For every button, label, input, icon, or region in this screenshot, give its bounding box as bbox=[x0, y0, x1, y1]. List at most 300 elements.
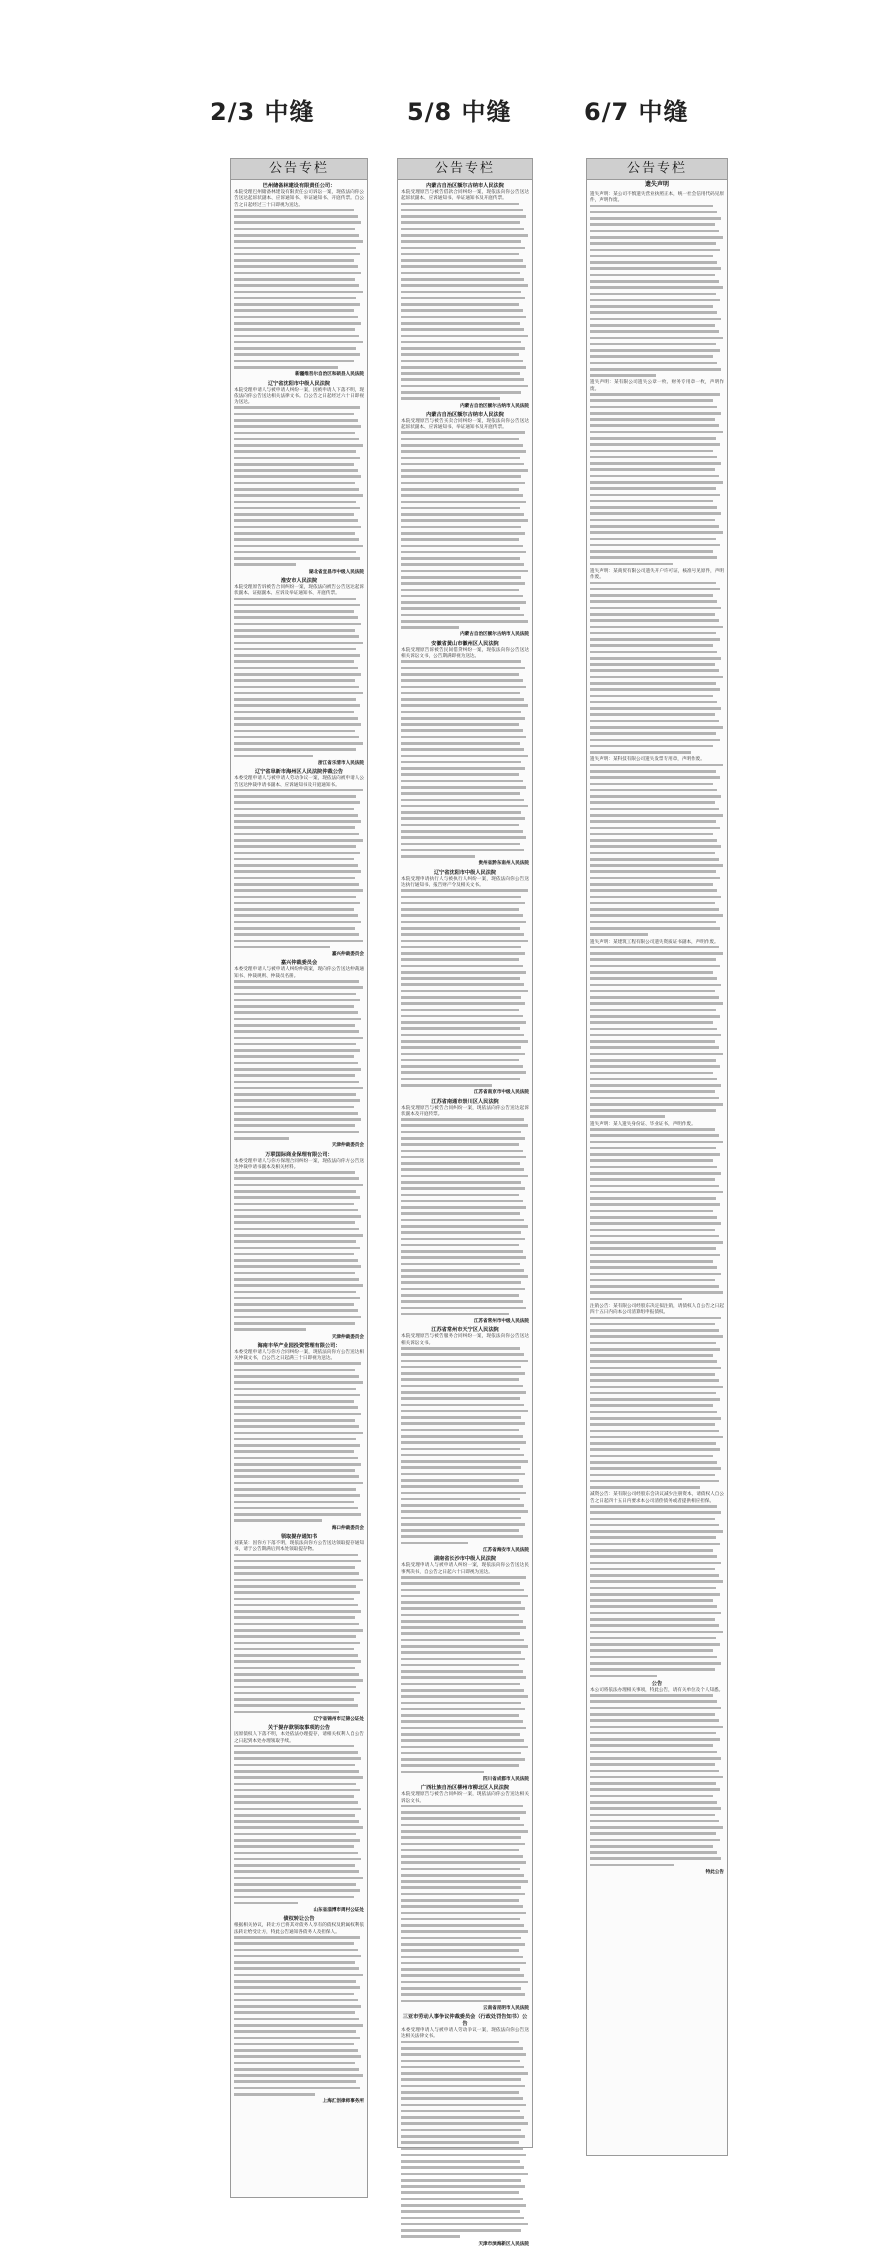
notice-signature: 江苏省常州市中级人民法院 bbox=[473, 1319, 529, 1325]
text-line bbox=[234, 450, 356, 453]
notice-item bbox=[401, 1327, 529, 1554]
text-line bbox=[590, 1379, 719, 1382]
text-line bbox=[234, 1704, 358, 1707]
text-line bbox=[401, 626, 459, 629]
text-line bbox=[401, 1874, 524, 1877]
text-line bbox=[234, 1585, 356, 1588]
text-line bbox=[590, 1694, 713, 1697]
notice-text-block bbox=[590, 1505, 724, 1677]
text-line bbox=[590, 1348, 720, 1351]
text-line bbox=[590, 1367, 721, 1370]
text-line bbox=[234, 1055, 354, 1058]
notice-signature: 嘉兴仲裁委员会 bbox=[331, 952, 364, 958]
text-line bbox=[234, 1118, 361, 1121]
text-line bbox=[401, 1372, 525, 1375]
text-line bbox=[401, 450, 526, 453]
text-line bbox=[590, 1034, 721, 1037]
text-line bbox=[590, 720, 719, 723]
text-line bbox=[590, 952, 723, 955]
text-line bbox=[590, 1053, 723, 1056]
text-line bbox=[401, 958, 519, 961]
text-line bbox=[401, 1429, 519, 1432]
text-line bbox=[401, 1676, 526, 1679]
text-line bbox=[234, 1432, 363, 1435]
text-line bbox=[590, 267, 721, 270]
text-line bbox=[590, 544, 720, 547]
text-line bbox=[234, 1259, 358, 1262]
text-line bbox=[234, 2080, 356, 2083]
text-line bbox=[234, 335, 359, 338]
text-line bbox=[234, 1438, 356, 1441]
text-line bbox=[234, 1852, 358, 1855]
text-line bbox=[234, 507, 360, 510]
text-line bbox=[234, 1203, 354, 1206]
text-line bbox=[401, 538, 519, 541]
notice-item bbox=[401, 1785, 529, 2012]
text-line bbox=[401, 1689, 524, 1692]
text-line bbox=[234, 1783, 356, 1786]
text-line bbox=[234, 1475, 359, 1478]
text-line bbox=[401, 921, 526, 924]
notice-item bbox=[234, 960, 364, 1149]
text-line bbox=[590, 399, 713, 402]
text-line bbox=[234, 545, 363, 548]
text-line bbox=[234, 1654, 358, 1657]
notice-body: 遗失声明：某人遗失身份证、毕业证书，声明作废。 bbox=[590, 1121, 696, 1127]
text-line bbox=[234, 1660, 361, 1663]
text-line bbox=[590, 990, 715, 993]
text-line bbox=[590, 1795, 713, 1798]
notice-body: 根据相关协议，转让方已将其对债务人享有的债权及附属权利依法转让给受让方，特此公告通知各债务人及担保人。 bbox=[234, 1923, 364, 1935]
text-line bbox=[590, 870, 716, 873]
text-line bbox=[590, 1285, 719, 1288]
notice-signature: 海口仲裁委员会 bbox=[331, 1525, 364, 1531]
text-line bbox=[590, 1662, 721, 1665]
text-line bbox=[401, 1632, 520, 1635]
text-line bbox=[590, 613, 715, 616]
text-line bbox=[234, 2037, 360, 2040]
text-line bbox=[234, 240, 363, 243]
text-line bbox=[590, 531, 723, 534]
text-line bbox=[401, 1200, 523, 1203]
text-line bbox=[590, 443, 720, 446]
text-line bbox=[234, 1579, 363, 1582]
text-line bbox=[590, 318, 721, 321]
text-line bbox=[401, 761, 521, 764]
text-line bbox=[590, 512, 721, 515]
text-line bbox=[401, 2179, 521, 2182]
text-line bbox=[401, 316, 526, 319]
text-line bbox=[590, 1210, 713, 1213]
text-line bbox=[234, 1711, 339, 1714]
text-line bbox=[401, 1504, 524, 1507]
text-line bbox=[590, 1562, 721, 1565]
text-line bbox=[590, 1298, 682, 1301]
text-line bbox=[401, 1708, 525, 1711]
notice-item bbox=[401, 412, 529, 639]
text-line bbox=[234, 532, 355, 535]
text-line bbox=[234, 648, 356, 651]
text-line bbox=[401, 1752, 521, 1755]
text-line bbox=[590, 682, 716, 685]
text-line bbox=[234, 858, 354, 861]
text-line bbox=[234, 927, 355, 930]
text-line bbox=[590, 242, 716, 245]
text-line bbox=[234, 1137, 289, 1140]
text-line bbox=[401, 488, 519, 491]
text-line bbox=[234, 1488, 356, 1491]
text-line bbox=[234, 711, 354, 714]
text-line bbox=[590, 1757, 721, 1760]
text-line bbox=[401, 1855, 523, 1858]
text-line bbox=[401, 1582, 520, 1585]
text-line bbox=[590, 795, 721, 798]
text-line bbox=[590, 305, 713, 308]
text-line bbox=[590, 839, 717, 842]
notice-item bbox=[401, 183, 529, 410]
text-line bbox=[590, 1574, 719, 1577]
text-line bbox=[234, 303, 360, 306]
text-line bbox=[590, 362, 717, 365]
text-line bbox=[401, 1868, 520, 1871]
text-line bbox=[590, 1046, 719, 1049]
text-line bbox=[234, 1018, 361, 1021]
text-line bbox=[234, 1413, 361, 1416]
notice-text-block bbox=[234, 1362, 364, 1522]
text-line bbox=[401, 1658, 525, 1661]
text-line bbox=[234, 2011, 355, 2014]
text-line bbox=[401, 1256, 526, 1259]
text-line bbox=[234, 1845, 354, 1848]
text-line bbox=[590, 1505, 717, 1508]
text-line bbox=[590, 864, 723, 867]
text-line bbox=[590, 1185, 719, 1188]
text-line bbox=[401, 1009, 519, 1012]
text-line bbox=[234, 1642, 360, 1645]
text-line bbox=[590, 462, 721, 465]
notice-body: 本院受理巴州储备林建设有限责任公司诉讼一案，现依法向你公告送达起诉状副本、应诉通知书、举证通知书、开庭传票。自公告之日起经过三十日即视为送达。 bbox=[234, 190, 364, 208]
notice-item bbox=[401, 870, 529, 1097]
text-line bbox=[234, 1400, 354, 1403]
notice-text-block bbox=[401, 2041, 529, 2238]
text-line bbox=[401, 952, 525, 955]
text-line bbox=[401, 469, 528, 472]
text-line bbox=[590, 236, 723, 239]
text-line bbox=[590, 311, 717, 314]
text-line bbox=[590, 1166, 717, 1169]
notice-body: 因原债权人下落不明，本处依法办理提存，请相关权利人自公告之日起到本处办理领取手续。 bbox=[234, 1732, 364, 1744]
text-line bbox=[234, 1623, 359, 1626]
text-line bbox=[401, 215, 526, 218]
text-line bbox=[234, 2024, 363, 2027]
text-line bbox=[234, 1247, 360, 1250]
text-line bbox=[590, 701, 717, 704]
text-line bbox=[234, 1864, 355, 1867]
notice-signature: 新疆维吾尔自治区和硕县人民法院 bbox=[295, 372, 364, 378]
text-line bbox=[234, 494, 363, 497]
text-line bbox=[590, 1009, 716, 1012]
text-line bbox=[590, 1474, 715, 1477]
text-line bbox=[590, 1857, 721, 1860]
text-line bbox=[590, 707, 721, 710]
text-line bbox=[401, 1949, 519, 1952]
text-line bbox=[234, 1112, 358, 1115]
text-line bbox=[401, 221, 520, 224]
text-line bbox=[590, 1580, 723, 1583]
text-line bbox=[234, 1955, 361, 1958]
text-line bbox=[401, 1861, 526, 1864]
notice-text-block bbox=[401, 431, 529, 628]
text-line bbox=[401, 748, 524, 751]
text-line bbox=[401, 1683, 520, 1686]
text-line bbox=[401, 1956, 523, 1959]
text-line bbox=[401, 1131, 521, 1134]
text-line bbox=[590, 1593, 720, 1596]
text-line bbox=[234, 1234, 363, 1237]
text-line bbox=[590, 600, 717, 603]
text-line bbox=[401, 755, 528, 758]
text-line bbox=[401, 855, 475, 858]
text-line bbox=[401, 2141, 519, 2144]
text-line bbox=[590, 1097, 719, 1100]
notice-item bbox=[234, 1916, 364, 2105]
text-line bbox=[234, 604, 360, 607]
text-line bbox=[401, 576, 521, 579]
notice-item bbox=[590, 1492, 724, 1677]
text-line bbox=[401, 620, 528, 623]
text-line bbox=[234, 814, 358, 817]
text-line bbox=[234, 482, 355, 485]
text-line bbox=[401, 1353, 524, 1356]
text-line bbox=[590, 1461, 717, 1464]
text-line bbox=[401, 1962, 526, 1965]
notice-item bbox=[401, 1556, 529, 1783]
text-line bbox=[401, 1281, 521, 1284]
text-line bbox=[234, 475, 361, 478]
text-line bbox=[401, 614, 524, 617]
text-line bbox=[401, 1175, 528, 1178]
notice-signature: 湖北省宜昌市中级人民法院 bbox=[308, 569, 364, 575]
text-line bbox=[401, 914, 523, 917]
text-line bbox=[401, 1473, 525, 1476]
text-line bbox=[234, 457, 360, 460]
text-line bbox=[590, 726, 723, 729]
text-line bbox=[234, 1667, 355, 1670]
text-line bbox=[401, 551, 526, 554]
text-line bbox=[234, 1745, 354, 1748]
notice-text-block bbox=[590, 946, 724, 1118]
text-line bbox=[234, 980, 359, 983]
text-line bbox=[234, 730, 355, 733]
text-line bbox=[401, 1360, 528, 1363]
text-line bbox=[234, 660, 354, 663]
notice-body: 本院受理原告与被告买卖合同纠纷一案，现依法向你公告送达起诉状副本、应诉通知书、举证通知书及开庭传票。 bbox=[401, 418, 529, 431]
text-line bbox=[590, 1360, 717, 1363]
text-line bbox=[401, 2160, 520, 2163]
text-line bbox=[234, 2005, 361, 2008]
text-line bbox=[590, 456, 717, 459]
notice-item bbox=[590, 940, 724, 1118]
text-line bbox=[234, 1554, 358, 1557]
text-line bbox=[234, 1764, 355, 1767]
text-line bbox=[401, 1492, 526, 1495]
text-line bbox=[234, 1896, 354, 1899]
text-line bbox=[590, 1744, 713, 1747]
text-line bbox=[234, 284, 359, 287]
text-line bbox=[401, 228, 524, 231]
text-line bbox=[401, 1614, 519, 1617]
text-line bbox=[590, 1675, 657, 1678]
notice-signature: 浙江省乐清市人民法院 bbox=[318, 760, 364, 766]
text-line bbox=[234, 1692, 360, 1695]
text-line bbox=[401, 723, 519, 726]
text-line bbox=[234, 993, 356, 996]
text-line bbox=[234, 1375, 359, 1378]
notice-signature: 天津仲裁委员会 bbox=[331, 1143, 364, 1149]
text-line bbox=[401, 328, 524, 331]
text-line bbox=[590, 588, 720, 591]
text-line bbox=[401, 457, 520, 460]
text-line bbox=[590, 1059, 716, 1062]
text-line bbox=[234, 1679, 363, 1682]
text-line bbox=[590, 626, 723, 629]
text-line bbox=[234, 316, 358, 319]
text-line bbox=[401, 475, 521, 478]
text-line bbox=[401, 990, 528, 993]
text-line bbox=[590, 1776, 723, 1779]
notice-signature: 云南省昆明市人民法院 bbox=[483, 2005, 529, 2011]
text-line bbox=[401, 209, 523, 212]
text-line bbox=[401, 463, 524, 466]
text-line bbox=[590, 1040, 715, 1043]
text-line bbox=[401, 698, 524, 701]
notice-item bbox=[234, 183, 364, 379]
text-line bbox=[401, 1720, 523, 1723]
text-line bbox=[590, 996, 719, 999]
text-line bbox=[234, 889, 363, 892]
notice-item bbox=[234, 1152, 364, 1341]
text-line bbox=[590, 1021, 713, 1024]
text-line bbox=[401, 1930, 528, 1933]
text-line bbox=[234, 425, 361, 428]
text-line bbox=[401, 507, 520, 510]
text-line bbox=[590, 1260, 713, 1263]
text-line bbox=[590, 739, 720, 742]
text-line bbox=[590, 958, 716, 961]
text-line bbox=[234, 801, 360, 804]
text-line bbox=[590, 1002, 723, 1005]
text-line bbox=[401, 1034, 524, 1037]
text-line bbox=[401, 532, 525, 535]
notice-item bbox=[234, 1534, 364, 1723]
text-line bbox=[401, 1435, 523, 1438]
text-line bbox=[234, 921, 361, 924]
text-line bbox=[590, 286, 723, 289]
text-line bbox=[234, 501, 356, 504]
text-line bbox=[401, 1664, 519, 1667]
text-line bbox=[590, 437, 716, 440]
text-line bbox=[401, 673, 519, 676]
notice-text-block bbox=[401, 660, 529, 857]
text-line bbox=[234, 322, 361, 325]
text-line bbox=[590, 293, 716, 296]
text-line bbox=[401, 799, 524, 802]
text-line bbox=[401, 792, 520, 795]
text-line bbox=[401, 843, 520, 846]
text-line bbox=[401, 1746, 528, 1749]
text-line bbox=[401, 259, 523, 262]
notice-item bbox=[590, 380, 724, 565]
text-line bbox=[234, 1604, 358, 1607]
text-line bbox=[590, 1530, 723, 1533]
text-line bbox=[590, 1015, 720, 1018]
text-line bbox=[401, 2217, 524, 2220]
text-line bbox=[401, 545, 523, 548]
text-line bbox=[590, 1392, 716, 1395]
text-line bbox=[234, 272, 361, 275]
text-line bbox=[401, 570, 528, 573]
text-line bbox=[401, 1626, 526, 1629]
text-line bbox=[590, 745, 713, 748]
notice-body: 本院受理原告与被告合同纠纷一案，现依法向你公告送达起诉状副本及开庭传票。 bbox=[401, 1105, 529, 1117]
text-line bbox=[590, 1832, 716, 1835]
text-line bbox=[401, 526, 521, 529]
text-line bbox=[590, 475, 719, 478]
text-line bbox=[401, 1817, 520, 1820]
text-line bbox=[234, 1501, 354, 1504]
text-line bbox=[234, 1839, 360, 1842]
text-line bbox=[234, 1980, 356, 1983]
text-line bbox=[401, 234, 528, 237]
text-line bbox=[401, 805, 528, 808]
text-line bbox=[590, 1719, 719, 1722]
text-line bbox=[234, 1507, 358, 1510]
text-line bbox=[590, 324, 715, 327]
text-line bbox=[234, 679, 355, 682]
column-3-header: 公告专栏 bbox=[587, 159, 727, 180]
text-line bbox=[401, 1225, 528, 1228]
text-line bbox=[401, 291, 521, 294]
text-line bbox=[590, 550, 713, 553]
text-line bbox=[234, 1877, 363, 1880]
text-line bbox=[401, 1886, 521, 1889]
text-line bbox=[401, 927, 520, 930]
text-line bbox=[234, 1942, 354, 1945]
notice-item bbox=[234, 1725, 364, 1914]
text-line bbox=[590, 1820, 719, 1823]
text-line bbox=[234, 1322, 355, 1325]
text-line bbox=[401, 2191, 519, 2194]
text-line bbox=[234, 1469, 355, 1472]
text-line bbox=[401, 2173, 528, 2176]
text-line bbox=[401, 1924, 524, 1927]
text-line bbox=[590, 1511, 721, 1514]
text-line bbox=[401, 1040, 528, 1043]
text-line bbox=[590, 1266, 717, 1269]
notice-title: 巴州储备林建设有限责任公司： bbox=[262, 183, 336, 189]
text-line bbox=[401, 889, 528, 892]
text-line bbox=[234, 1316, 361, 1319]
text-line bbox=[590, 1668, 715, 1671]
text-line bbox=[401, 1269, 524, 1272]
text-line bbox=[401, 1168, 524, 1171]
text-line bbox=[234, 1560, 361, 1563]
text-line bbox=[401, 1607, 525, 1610]
notice-title: 海南丰华产业园投资管理有限公司： bbox=[257, 1342, 341, 1349]
notice-signature: 贵州省黔东南州人民法院 bbox=[478, 861, 529, 867]
text-line bbox=[401, 692, 520, 695]
text-line bbox=[401, 1905, 523, 1908]
